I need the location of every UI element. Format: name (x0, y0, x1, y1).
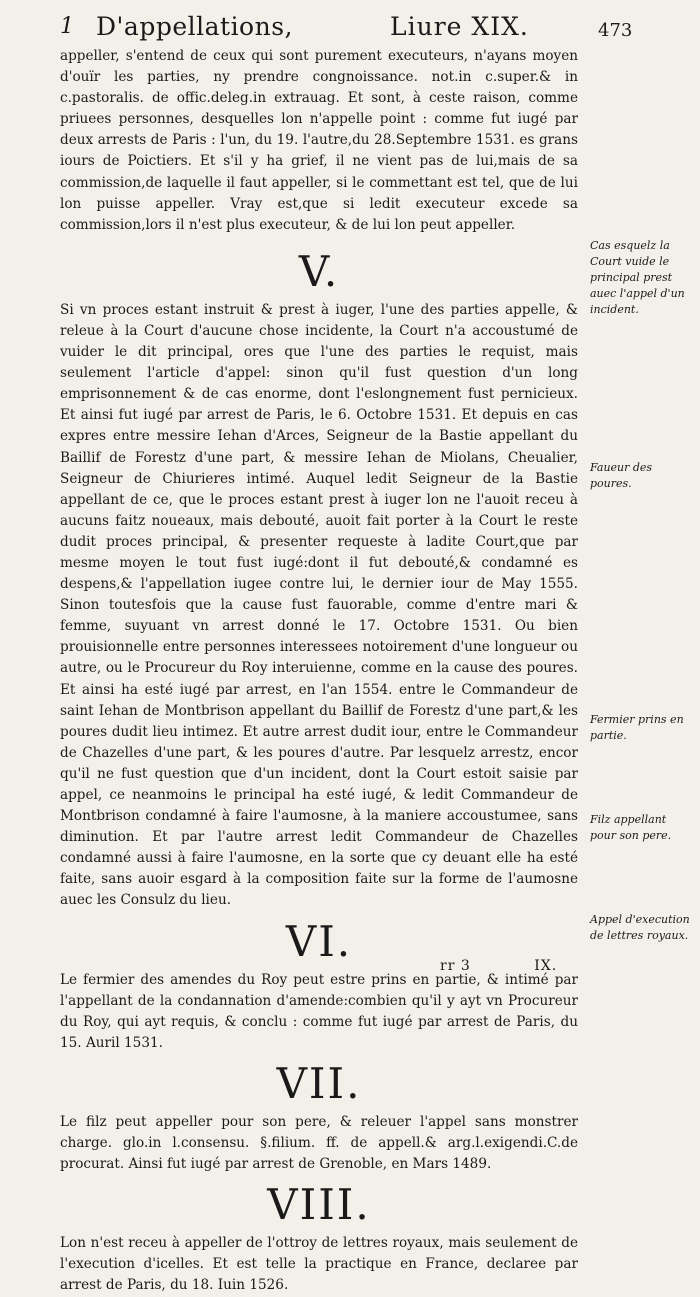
margin-note-court: Cas esquelz la Court vuide le principal prest auec l'appel d'un incident. (590, 239, 685, 316)
margin-note-fermier: Fermier prins en partie. (590, 713, 684, 742)
page-footer (440, 958, 557, 974)
section-heading-vi: VI. (285, 916, 353, 966)
book-number: Liure XIX. (390, 12, 529, 41)
paragraph-vii: Le filz peut appeller pour son pere, & releuer l'appel sans monstrer charge. glo.in l.consensu. §.filium. ff. de appell.& arg.l.exigendi.C.de procurat. Ainsi fut iugé par arrest de Grenoble, en Mars 1489. (60, 1113, 578, 1173)
signature-mark: rr 3 (440, 958, 471, 974)
margin-note-lettres: Appel d'execution de lettres royaux. (590, 913, 690, 942)
page-number: 473 (598, 20, 633, 41)
margin-note-filz: Filz appellant pour son pere. (590, 813, 672, 842)
paragraph-v: Si vn proces estant instruit & prest à iuger, l'une des parties appelle, & releue à la Court d'aucune chose incidente, la Court n'a accoustumé de vuider le dit principal, ores que l'une des parties le requist, mais seulement l'article d'appel: sinon qu'il fust question d'un long emprisonnement & de cas enorme, dont l'eslongnement fust pernicieux. Et ainsi fut iugé par arrest de Paris, le 6. Octobre 1531. Et depuis en cas expres entre messire Iehan d'Arces, Seigneur de la Bastie appellant du Baillif de Forestz d'une part, & messire Iehan de Miolans, Cheualier, Seigneur de Chiurieres intimé. Auquel ledit Seigneur de la Bastie appellant de ce, que le proces estant prest à iuger lon ne l'auoit receu à aucuns faitz noueaux, mais debouté, auoit fait porter à la Court le reste dudit proces principal, & presenter requeste à ladite Court,que par mesme moyen le tout fust iugé:dont il fut debouté,& condamné es despens,& l'appellation iugee contre lui, le dernier iour de May 1555. Sinon toutesfois que la cause fust fauorable, comme d'entre mari & femme, suyuant vn arrest donné le 17. Octobre 1531. Ou bien prouisionnelle entre personnes interessees notoirement d'une longueur ou autre, ou le Procureur du Roy interuienne, comme en la cause des poures. Et ainsi ha esté iugé par arrest, en l'an 1554. entre le Commandeur de saint Iehan de Montbrison appellant du Baillif de Forestz d'une part,& les poures dudit lieu intimez. Et autre arrest dudit iour, entre le Commandeur de Chazelles d'une part, & les poures d'autre. Par lesquelz arrestz, encor qu'il ne fust question que d'un incident, dont la Court estoit saisie par appel, ce neanmoins le principal ha esté iugé, & ledit Commandeur de Montbrison condamné à faire l'aumosne, à la maniere accoustumee, sans diminution. Et par l'autre arrest ledit Commandeur de Chazelles condamné aussi à faire l'aumosne, en la sorte que cy deuant elle ha esté faite, sans auoir esgard à la composition faite sur la forme de l'aumosne auec les Consulz du lieu. (60, 301, 578, 909)
margin-note-poures: Faueur des poures. (590, 461, 653, 490)
paragraph-vi: Le fermier des amendes du Roy peut estre prins en partie, & intimé par l'appellant de la condannation d'amende:combien qu'il y ayt vn Procureur du Roy, qui ayt requis, & conclu : comme fut iugé par arrest de Paris, du 15. Auril 1531. (60, 971, 578, 1051)
main-text (60, 46, 578, 1297)
running-title: D'appellations, (96, 12, 293, 41)
header-mark: 1 (60, 14, 74, 39)
page-header (60, 12, 633, 42)
catchword: IX. (534, 958, 558, 974)
paragraph-viii: Lon n'est receu à appeller de l'ottroy de lettres royaux, mais seulement de l'execution d'icelles. Et est telle la practique en France, declaree par arrest de Paris, du 18. Iuin 1526. (60, 1235, 578, 1294)
section-heading-vii: VII. (276, 1058, 362, 1108)
paragraph-intro: appeller, s'entend de ceux qui sont purement executeurs, n'ayans moyen d'ouïr les parties, ny prendre congnoissance. not.in c.super.& in c.pastoralis. de offic.deleg.in extrauag. Et sont, à ceste raison, comme priuees personnes, desquelles lon n'appelle point : comme fut iugé par deux arrests de Paris : l'un, du 19. l'autre,du 28.Septembre 1531. es grans iours de Poictiers. Et s'il y ha grief, il ne vient pas de lui,mais de sa commission,de laquelle il faut appeller, si le commettant est tel, que de lui lon puisse appeller. Vray est,que si ledit executeur excede sa commission,lors il n'est plus executeur, & de lui lon peut appeller. (60, 48, 578, 233)
section-heading-viii: VIII. (267, 1180, 371, 1230)
section-heading-v: V. (298, 246, 340, 296)
